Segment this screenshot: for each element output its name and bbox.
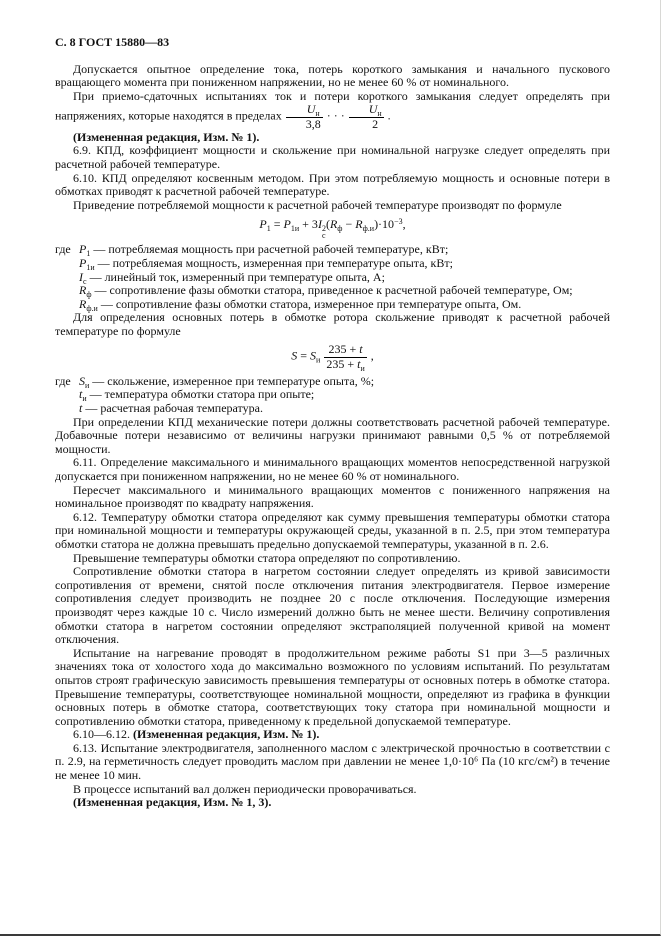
amendment-note-final: (Измененная редакция, Изм. № 1, 3). [73,795,272,810]
definition-item [55,298,610,312]
deflist-text: — расчетная рабочая температура. [82,401,263,416]
para-acceptance-voltage: При приемо-сдаточных испытаниях ток и потери короткого замыкания следует определять при напряжениях, которые находятся в пределах $\frac{U_н}{3,8}$ · · · $\frac{U_н}{2}$ . [55,88,610,131]
deflist-lead: где [55,242,71,257]
amendment-note: (Измененная редакция, Изм. № 1). [73,129,260,144]
deflist-term: $R_{ф.и}$ [79,296,98,313]
formula-slip: $S = S_и$ $\frac{235 + t}{235 + t_и}$ , [291,342,374,373]
document-body [55,63,610,810]
para-formula-intro-power: Приведение потребляемой мощности к расчетной рабочей температуре производят по формуле [73,197,562,212]
definition-item [55,375,610,389]
para-6-13: 6.13. Испытание электродвигателя, заполненного маслом с электрической прочностью в соответствии с п. 2.9, на герметичность следует проводить маслом при давлении не менее 1,0·10⁶ Па (10 кгс/см²) в течение не менее 10 мин. [55,740,610,783]
deflist-text: — сопротивление фазы обмотки статора, приведенное к расчетной рабочей температуре, Ом; [91,283,573,298]
para-temperature-rise: Превышение температуры обмотки статора определяют по сопротивлению. [73,550,461,565]
deflist-term: $t_и$ [79,387,87,404]
para-current-determination: Допускается опытное определение тока, потерь короткого замыкания и начального пускового вращающего момента при пониженном напряжении, но не менее 60 % от номинального. [55,61,610,90]
para-kpd-losses: При определении КПД механические потери должны соответствовать расчетной рабочей температуре. Добавочные потери независимо от величины нагрузки принимают равными 0,5 % от потребляемой мощности. [55,414,610,456]
para-amendment-6-10-6-12 [55,728,610,742]
para-6-11: 6.11. Определение максимального и минимального вращающих моментов непосредственной нагрузкой допускается при пониженном напряжении, но не менее 60 % от номинального. [55,455,610,483]
deflist-text: — скольжение, измеренное при температуре опыта, %; [89,373,375,388]
definition-item [55,388,610,402]
para-recalculation: Пересчет максимального и минимального вращающих моментов с пониженного напряжения на номинальное производят по квадрату напряжения. [55,482,610,511]
deflist-term: $I_с$ [79,269,87,286]
definition-list-slip [55,375,610,416]
para-resistance-measurement: Сопротивление обмотки статора в нагретом состоянии следует определять из кривой зависимости сопротивления от времени, снятой после отключения питания электродвигателя. Первое измерение сопротивления следует производить не позднее 20 с после отключения. Последующие измерения производят через каждые 10 с. Число измерений должно быть не менее шести. Величину сопротивления обмотки статора в нагретом состоянии определяют экстраполяцией полученной кривой на момент отключения. [55,564,610,647]
definition-item [55,243,610,257]
deflist-text: — линейный ток, измеренный при температуре опыта, А; [86,269,385,284]
para-shaft-rotation: В процессе испытаний вал должен периодически проворачиваться. [73,781,417,796]
deflist-text: — потребляемая мощность, измеренная при температуре опыта, кВт; [94,255,453,270]
definition-item [55,257,610,271]
deflist-text: — температура обмотки статора при опыте; [86,387,315,402]
deflist-term: $P_{1и}$ [79,255,95,272]
definition-item [55,402,610,416]
deflist-term: $S_и$ [79,373,90,390]
definition-item [55,284,610,298]
definition-list-power [55,243,610,311]
deflist-lead: где [55,373,71,388]
deflist-term: t [79,401,83,416]
deflist-term: $R_ф$ [79,283,92,300]
deflist-text: — сопротивление фазы обмотки статора, измеренное при температуре опыта, Ом. [97,296,522,311]
amendment-bold: (Измененная редакция, Изм. № 1). [133,727,320,742]
definition-item [55,271,610,285]
para-6-12: 6.12. Температуру обмотки статора определяют как сумму превышения температуры обмотки статора при номинальной мощности и температуры окружающей среды, указанной в п. 2.5, при этом температура обмотки статора не должна превышать предельно допускаемой температуры, указанной в п. 2.6. [55,509,610,551]
para-6-9: 6.9. КПД, коэффициент мощности и скольжение при номинальной нагрузке следует определять при расчетной рабочей температуре. [55,143,610,171]
para-heating-test: Испытание на нагревание проводят в продолжительном режиме работы S1 при 3—5 различных значениях тока от холостого хода до максимально возможного по условиям испытаний. По результатам опытов строят графическую зависимость превышения температуры от основных потерь в обмотке статора. Превышение температуры, соответствующее номинальной мощности, определяют из графика в функции основных потерь в обмотке статора, соответствующих току статора при номинальной мощности и сопротивлению обмотки статора, приведенному к предельной допускаемой температуре. [55,645,610,728]
deflist-term: $P_1$ [79,242,91,259]
page-header: С. 8 ГОСТ 15880—83 [55,35,170,49]
para-formula-intro-slip: Для определения основных потерь в обмотке ротора скольжение приводят к расчетной рабочей температуре по формуле [55,310,610,338]
formula-power: $P_1 = P_{1и} + 3I$ 2 с $(R_ф - R_{ф.и})\cdot 10^{-3}$, [259,217,406,241]
deflist-text: — потребляемая мощность при расчетной рабочей температуре, кВт; [90,242,449,257]
amendment-range: 6.10—6.12. [73,727,133,742]
para-6-10: 6.10. КПД определяют косвенным методом. При этом потребляемую мощность и основные потери в обмотках приводят к расчетной рабочей температуре. [55,170,610,199]
